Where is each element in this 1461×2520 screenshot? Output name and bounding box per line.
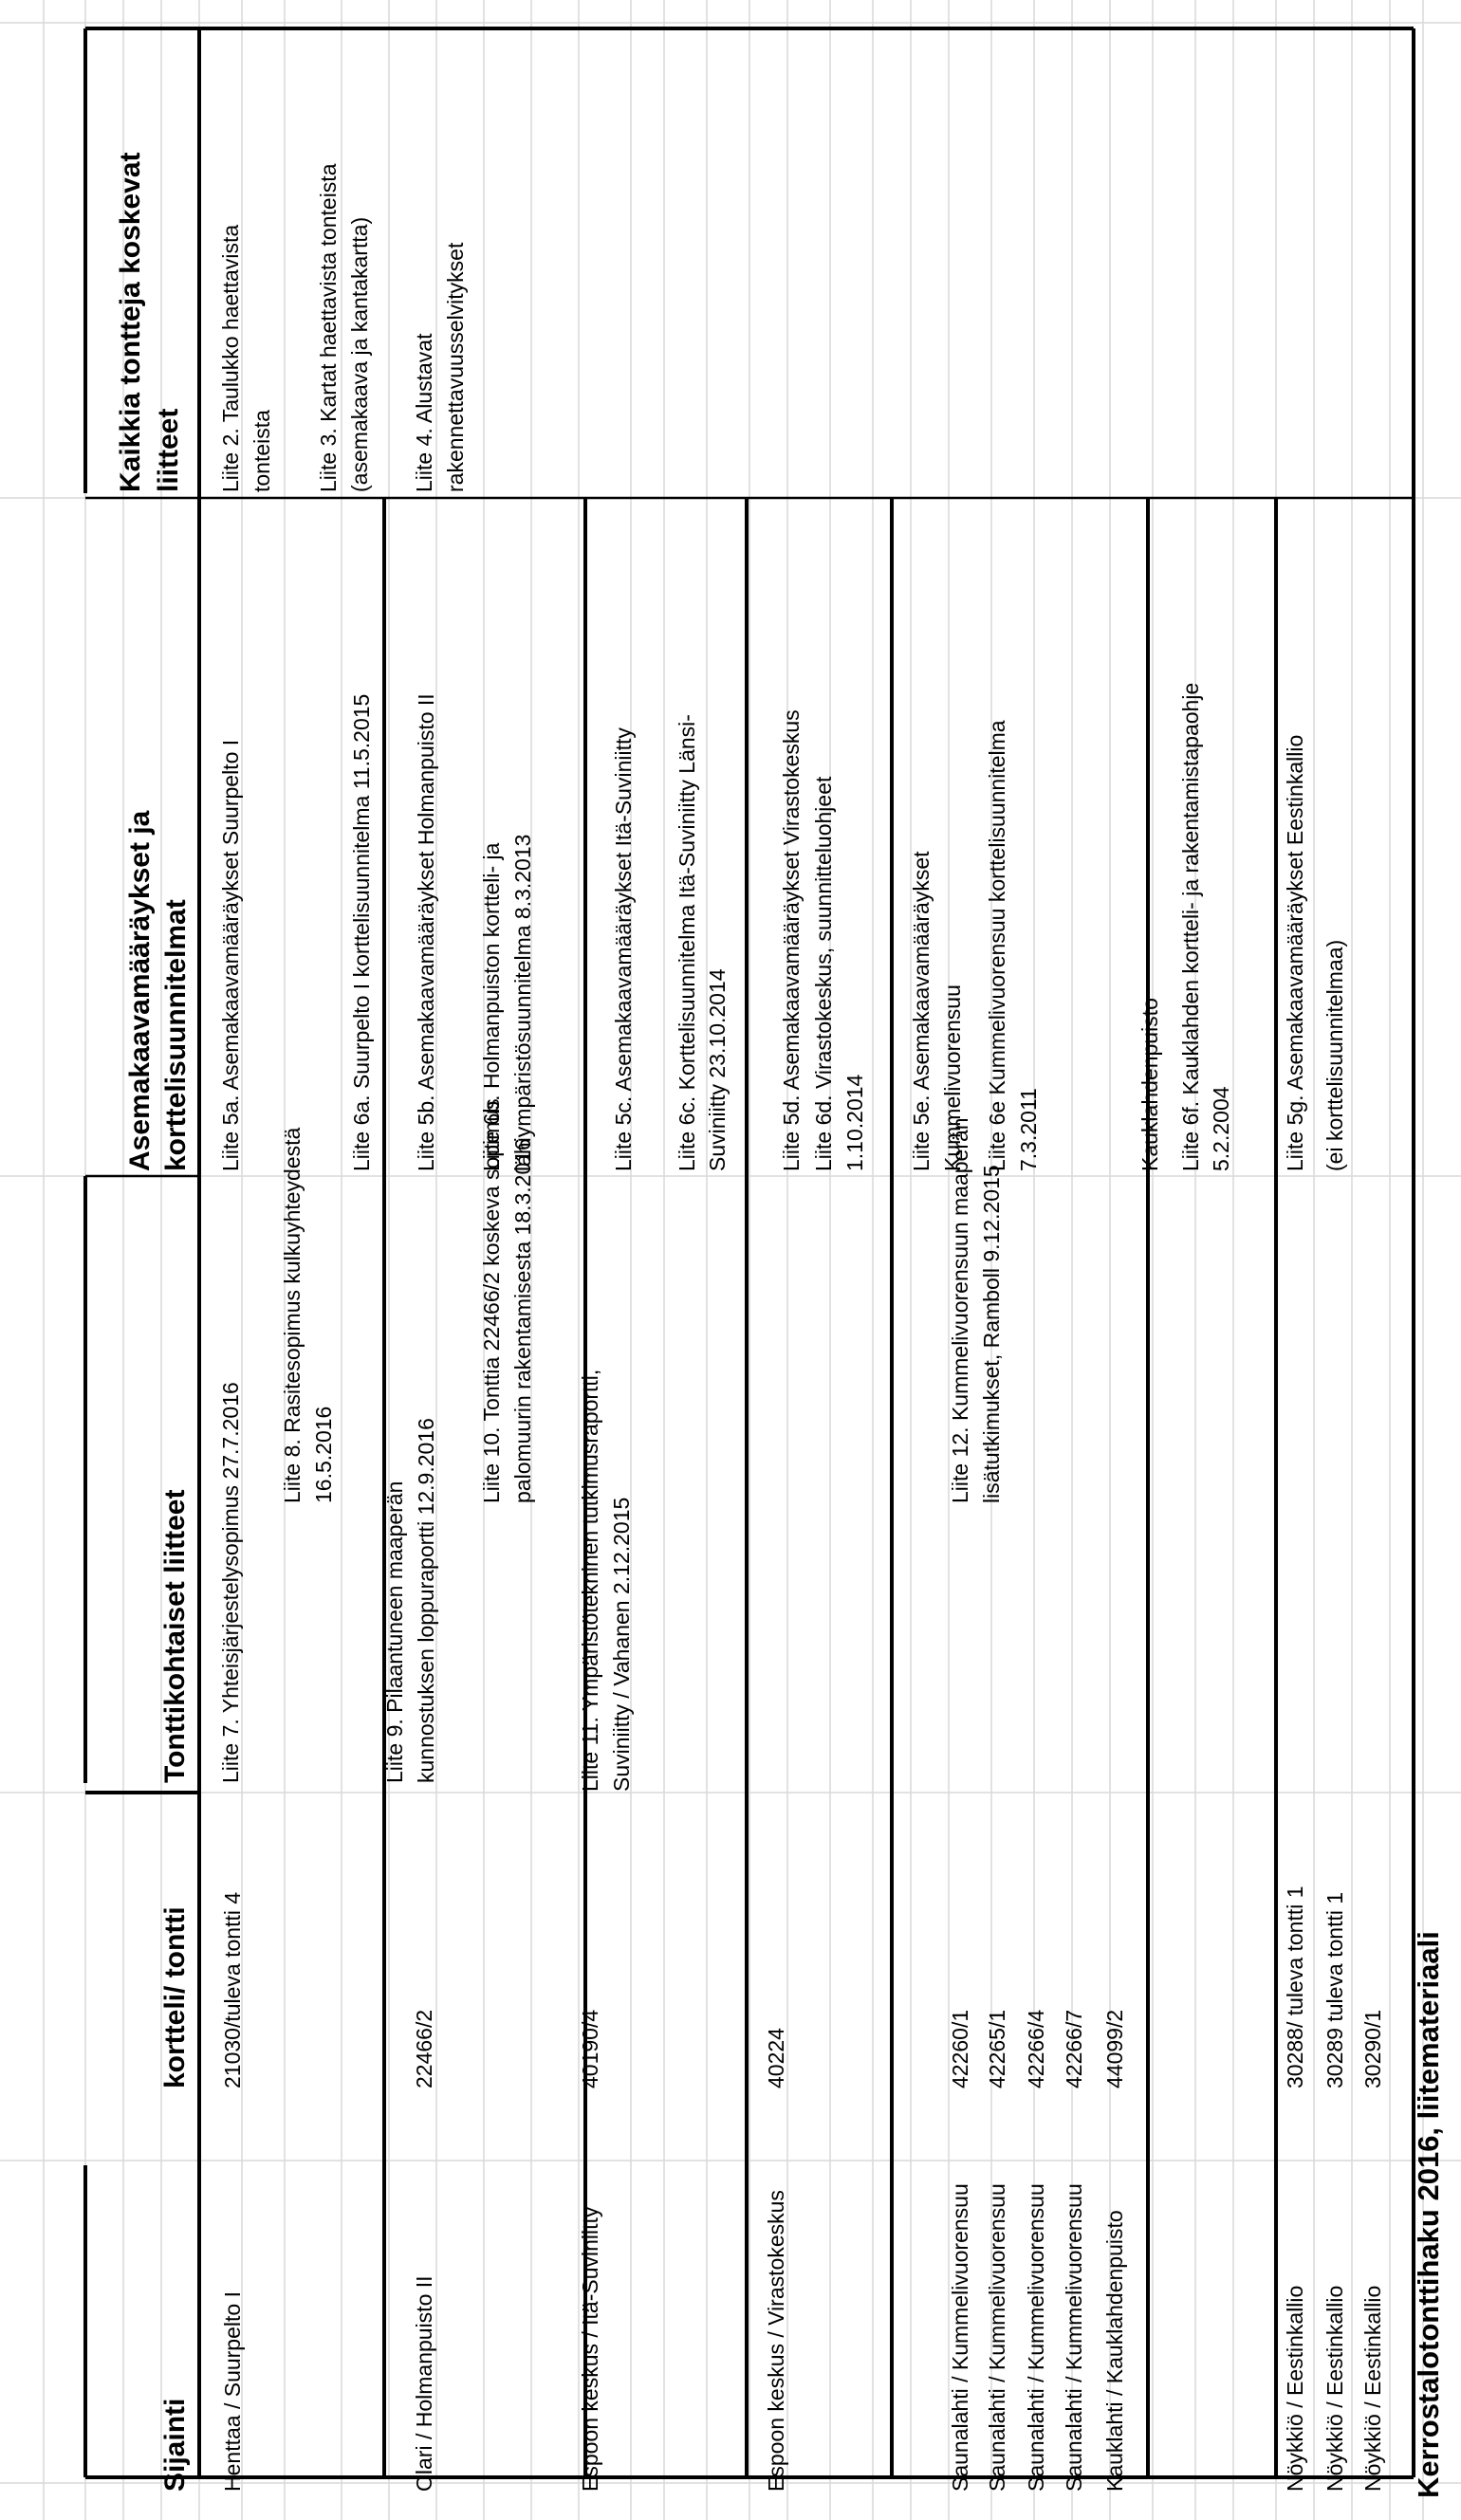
row-11-kortteli: 30289 tuleva tontti 1: [1322, 1891, 1347, 2088]
liite-5g: Liite 5g. Asemakaavamääräykset Eestinkallio: [1283, 734, 1307, 1171]
header-tonttikohtaiset: Tonttikohtaiset liitteet: [159, 1489, 191, 1783]
liite-3-line2: (asemakaava ja kantakartta): [347, 216, 372, 492]
row-4-kortteli: 40224: [764, 2028, 788, 2088]
row-5-kortteli: 42260/1: [948, 2009, 972, 2088]
row-1-kortteli: 21030/tuleva tontti 4: [220, 1891, 245, 2088]
row-2-kortteli: 22466/2: [412, 2009, 436, 2088]
kauklahdenpuisto-label: Kauklahdenpuisto: [1137, 998, 1162, 1171]
liite-9: Liite 9. Pilaantuneen maaperän: [382, 1481, 407, 1783]
liite-5e-line2: Kummelivuorensuu: [940, 984, 965, 1171]
liite-4-line2: rakennettavuusselvitykset: [443, 242, 468, 492]
liite-5b: Liite 5b. Asemakaavamääräykset Holmanpuisto II: [414, 693, 438, 1171]
header-sijainti: Sijainti: [159, 2398, 191, 2492]
header-kaikkia-line2: liitteet: [153, 408, 184, 492]
liite-5d: Liite 5d. Asemakaavamääräykset Virastokeskus: [779, 709, 804, 1171]
header-kortteli: kortteli/ tontti: [159, 1906, 191, 2088]
row-11-sijainti: Nöykkiö / Eestinkallio: [1322, 2285, 1347, 2492]
row-5-sijainti: Saunalahti / Kummelivuorensuu: [948, 2183, 972, 2492]
liite-6a: Liite 6a. Suurpelto I korttelisuunnitelma 11.5.2015: [349, 693, 374, 1171]
liite-8-line2: 16.5.2016: [311, 1406, 336, 1503]
row-10-kortteli: 30288/ tuleva tontti 1: [1283, 1885, 1307, 2088]
row-7-kortteli: 42266/4: [1024, 2009, 1048, 2088]
liite-10-line2: palomuurin rakentamisesta 18.3.2016: [510, 1138, 535, 1503]
liite-6f-line2: 5.2.2004: [1209, 1086, 1233, 1171]
liite-12-line2: lisätutkimukset, Ramboll 9.12.2015: [979, 1165, 1004, 1503]
liite-11: Liite 11. Ympäristötekninen tutkimusraportti,: [578, 1369, 602, 1792]
liite-2: Liite 2. Taulukko haettavista: [218, 224, 243, 492]
row-3-kortteli: 40190/4: [578, 2009, 602, 2088]
row-3-sijainti: Espoon keskus / Itä-Suviniitty: [578, 2206, 602, 2492]
liite-6f: Liite 6f. Kauklahden kortteli- ja rakentamistapaohje: [1178, 682, 1203, 1171]
ei-korttelisuunnitelmaa: (ei korttelisuunnitelmaa): [1322, 939, 1347, 1171]
liite-7: Liite 7. Yhteisjärjestelysopimus 27.7.2016: [218, 1382, 243, 1783]
row-2-sijainti: Olari / Holmanpuisto II: [412, 2275, 436, 2492]
liite-5a: Liite 5a. Asemakaavamääräykset Suurpelto I: [218, 739, 243, 1171]
row-9-sijainti: Kauklahti / Kauklahdenpuisto: [1102, 2210, 1127, 2492]
liite-6b-line2: lähiympäristösuunnitelma 8.3.2013: [510, 834, 535, 1171]
liite-8: Liite 8. Rasitesopimus kulkuyhteydestä: [280, 1127, 305, 1503]
row-6-sijainti: Saunalahti / Kummelivuorensuu: [985, 2183, 1009, 2492]
header-kaikkia: Kaikkia tontteja koskevat: [115, 152, 146, 492]
liite-11-line2: Suviniitty / Vahanen 2.12.2015: [609, 1497, 634, 1792]
row-12-sijainti: Nöykkiö / Eestinkallio: [1360, 2285, 1385, 2492]
liite-6e-line2: 7.3.2011: [1016, 1088, 1041, 1171]
liite-5e: Liite 5e. Asemakaavamääräykset: [909, 851, 934, 1171]
liite-6c-line2: Suviniitty 23.10.2014: [705, 968, 730, 1171]
row-6-kortteli: 42265/1: [985, 2009, 1009, 2088]
header-asemakaava: Asemakaavamääräykset ja: [124, 810, 156, 1171]
sheet-title: Kerrostalotonttihaku 2016, liitemateriaali: [1412, 1931, 1445, 2498]
row-1-sijainti: Henttaa / Suurpelto I: [220, 2291, 245, 2492]
liite-6d-line2: 1.10.2014: [842, 1074, 867, 1171]
liite-5c: Liite 5c. Asemakaavamääräykset Itä-Suviniitty: [611, 727, 636, 1171]
row-7-sijainti: Saunalahti / Kummelivuorensuu: [1024, 2183, 1048, 2492]
liite-6c: Liite 6c. Korttelisuunnitelma Itä-Suviniitty Länsi-: [675, 714, 699, 1171]
liite-9-line2: kunnostuksen loppuraportti 12.9.2016: [414, 1418, 438, 1783]
header-asemakaava-line2: korttelisuunnitelmat: [160, 899, 192, 1171]
row-8-kortteli: 42266/7: [1062, 2009, 1086, 2088]
liite-10: Liite 10. Tonttia 22466/2 koskeva sopimus: [479, 1098, 504, 1503]
liite-4: Liite 4. Alustavat: [412, 333, 436, 492]
liite-12: Liite 12. Kummelivuorensuun maaperän: [948, 1117, 972, 1503]
liite-6b: Liite 6b. Holmanpuiston kortteli- ja: [479, 842, 504, 1171]
row-8-sijainti: Saunalahti / Kummelivuorensuu: [1062, 2183, 1086, 2492]
row-10-sijainti: Nöykkiö / Eestinkallio: [1283, 2285, 1307, 2492]
liite-6d: Liite 6d. Virastokeskus, suunnitteluohjeet: [811, 776, 836, 1171]
row-9-kortteli: 44099/2: [1102, 2009, 1127, 2088]
liite-2-line2: tonteista: [250, 410, 274, 492]
row-12-kortteli: 30290/1: [1360, 2009, 1385, 2088]
liite-3: Liite 3. Kartat haettavista tonteista: [316, 163, 341, 492]
liite-6e: Liite 6e Kummelivuorensuu korttelisuunnitelma: [985, 720, 1009, 1171]
row-4-sijainti: Espoon keskus / Virastokeskus: [764, 2190, 788, 2492]
